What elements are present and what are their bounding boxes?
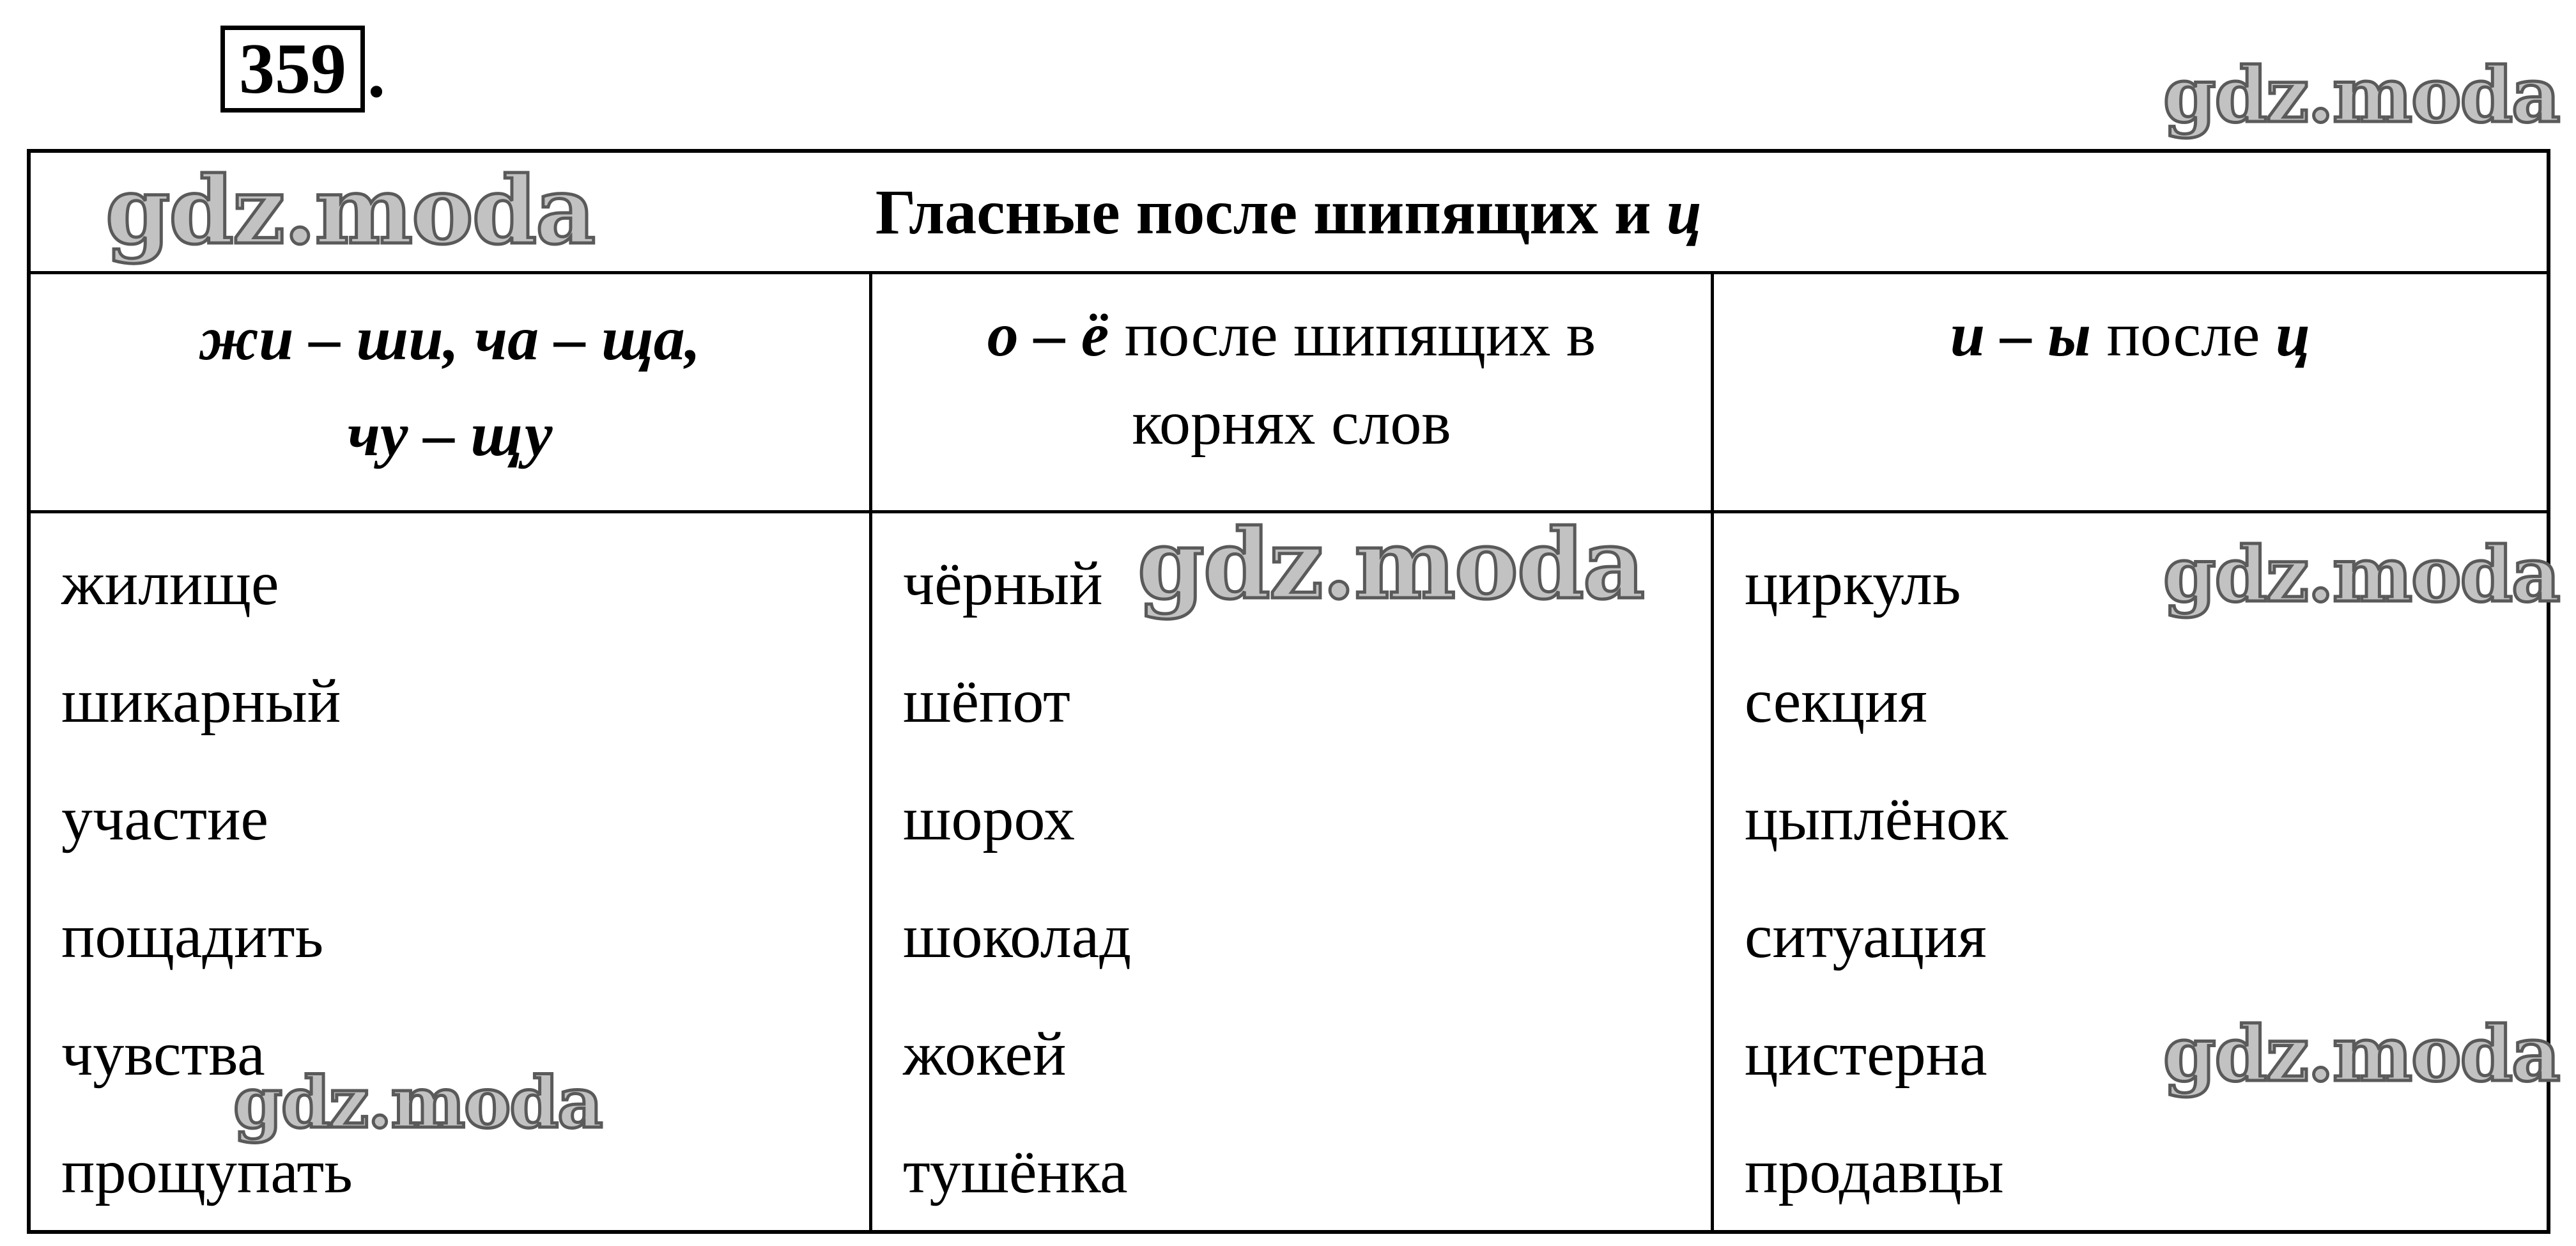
rules-table bbox=[27, 149, 2550, 1234]
word-list-3 bbox=[1714, 513, 2547, 1231]
word-list-1 bbox=[31, 513, 869, 1231]
column-2-header-bold: о – ё bbox=[987, 300, 1109, 370]
watermark: gdz.moda bbox=[2163, 530, 2559, 619]
list-item: пощадить bbox=[61, 902, 324, 971]
column-header-3 bbox=[1714, 274, 2547, 510]
list-item: чувства bbox=[61, 1020, 265, 1089]
table-header-row bbox=[31, 274, 2547, 513]
list-item: циркуль bbox=[1745, 549, 1961, 618]
exercise-number-dot: . bbox=[367, 33, 385, 113]
table-title-letter: ц bbox=[1666, 176, 1702, 247]
exercise-number-box: 359 bbox=[220, 26, 365, 113]
list-item: цистерна bbox=[1745, 1020, 1987, 1089]
list-item: шоколад bbox=[903, 902, 1132, 971]
list-item: шёпот bbox=[903, 667, 1070, 736]
watermark: gdz.moda bbox=[2163, 1009, 2559, 1098]
table-title bbox=[31, 153, 2547, 274]
column-body-1 bbox=[31, 513, 872, 1230]
column-2-header-rest: после шипящих в bbox=[1109, 300, 1596, 370]
list-item: шикарный bbox=[61, 667, 341, 736]
table-body-row bbox=[31, 508, 2547, 1230]
list-item: жокей bbox=[903, 1020, 1067, 1089]
column-2-header-line2: корнях слов bbox=[1132, 389, 1451, 458]
list-item: секция bbox=[1745, 667, 1927, 736]
table-title-text: Гласные после шипящих и bbox=[875, 176, 1651, 247]
list-item: шорох bbox=[903, 784, 1076, 853]
column-3-header-bold2: ц bbox=[2275, 300, 2311, 370]
column-1-header-line1: жи – ши, ча – ща, bbox=[199, 304, 701, 373]
watermark: gdz.moda bbox=[105, 157, 595, 265]
exercise-number bbox=[220, 26, 385, 113]
watermark: gdz.moda bbox=[2163, 51, 2559, 139]
list-item: цыплёнок bbox=[1745, 784, 2009, 853]
list-item: жилище bbox=[61, 549, 279, 618]
list-item: чёрный bbox=[903, 549, 1103, 618]
watermark: gdz.moda bbox=[1138, 508, 1644, 621]
word-list-2 bbox=[872, 508, 1711, 1231]
list-item: прощупать bbox=[61, 1137, 353, 1206]
column-3-header-rest: после bbox=[2091, 300, 2276, 370]
list-item: тушёнка bbox=[903, 1137, 1128, 1206]
column-header-2 bbox=[872, 274, 1714, 510]
list-item: ситуация bbox=[1745, 902, 1987, 971]
list-item: продавцы bbox=[1745, 1137, 2004, 1206]
column-body-2 bbox=[872, 508, 1714, 1230]
watermark: gdz.moda bbox=[233, 1061, 602, 1144]
list-item: участие bbox=[61, 784, 269, 853]
column-header-1 bbox=[31, 274, 872, 510]
column-1-header-line2: чу – щу bbox=[347, 400, 553, 469]
column-3-header-bold: и – ы bbox=[1950, 300, 2092, 370]
column-body-3 bbox=[1714, 513, 2547, 1230]
